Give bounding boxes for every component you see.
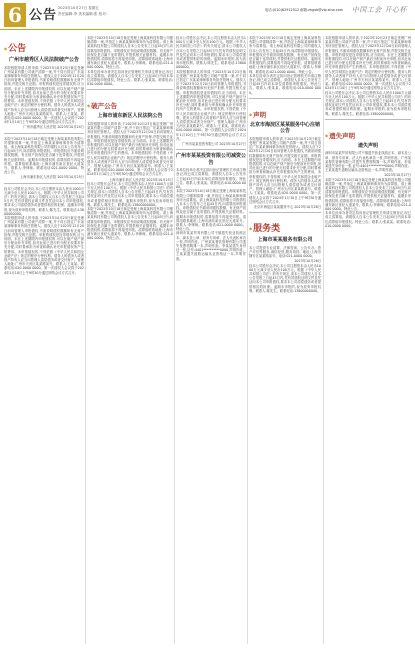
notice-body: 本院根据申请人的申请,于2023年10月23日裁定受理广州某某有限公司破产清算一案,并于同日指定广东某某律师事务所担任管理人。债权人应于2023年12月20日前向管理人申报债权,书面说明债权数额和有无财产担保,并提交相关证据。申报的债权是连带债权的,应当说明。未在上述期限内申报债权的,可以在破产财产最后分配前补充申报,但对此前已进行的分配无权要求补充分配,同时要承担为审查和确认补充申报债权所产生的费用。未申报债权的,不得依照《中华人民共和国企业破产法》规定的程序行使权利。债务人的债务人或者财产持有人应当向管理人清偿债务或者交付财产。管理人地址:广州市天河区某某路某号。联系人:王某某。联系电话:020-0000 0000。第一次债权人会议将于2024年1月10日上午9时30分通过网络会议方式召开。 (325, 36, 411, 91)
page-date: 2023年10月27日 星期五 (58, 6, 99, 10)
notice-body: 经本公司股东会决议,本公司注册资本由人民币1000万元减少至人民币100万元。根据《中华人民共和国公司法》的有关规定,请本公司债权人自本公告见报之日起45日内,凭有效债权证明文件及凭证向本公司申报债权,要求本公司清偿债务或者提供相应的担保。逾期未申报的,视为放弃申报权利。联系人:陈先生。联系电话:13800000000。 (325, 90, 411, 116)
notice-body: 本公司提供专业清算、法律咨询、公告代办、资产评估等服务,诚信经营,服务周到。地址:上海市静安区某某路某号。电话:021-0000 0000。 (249, 245, 321, 259)
notice-body: 本单位经举办者决定拟向登记管理机关申请注销登记,现已成立清算组。请债权人自本公告发布之日起45日内向本单位清算组申报债权。特此公告。联系人:张某某。联系电话:010-0000 0000。 (325, 211, 411, 228)
notice-title: 上海市浦东新区人民法院公告 (97, 113, 163, 120)
notice-signature: 广州市某某投资有限公司 2023年10月27日 (182, 142, 246, 147)
notice-body: 本院于2023年10月18日裁定受理上海某某科技有限公司强制清算一案,并指定上海某某律师事务所为清算组。请上海某某科技有限公司的债权人自本公告发布之日起45日内,向清算组申报债权。申报债权应书面说明债权数额、有无财产担保及是否属于连带债权,并提供相关证据材料。逾期未申报债权的,清算组将不再接受申报。清算组联系地址:上海市浦东新区世纪大道某号。联系人:李律师。联系电话:021-0000 0000。特此公告。 (176, 189, 246, 232)
notice-body: 本院根据申请人的申请,于2023年10月23日裁定受理广州某某有限公司破产清算一案,并于同日指定广东某某律师事务所担任管理人。债权人应于2023年12月20日前向管理人申报债权,书面说明债权数额和有无财产担保,并提交相关证据。申报的债权是连带债权的,应当说明。未在上述期限内申报债权的,可以在破产财产最后分配前补充申报,但对此前已进行的分配无权要求补充分配,同时要承担为审查和确认补充申报债权所产生的费用。未申报债权的,不得依照《中华人民共和国企业破产法》规定的程序行使权利。债务人的债务人或者财产持有人应当向管理人清偿债务或者交付财产。管理人地址:广州市天河区某某路某号。联系人:王某某。联系电话:020-0000 0000。第一次债权人会议将于2024年1月10日上午9时30分通过网络会议方式召开。 (4, 216, 84, 275)
notice-body: 本单位经举办者决定拟向登记管理机关申请注销登记,现已成立清算组。请债权人自本公告发布之日起45日内向本单位清算组申报债权。特此公告。联系人:张某某。联系电话:010-0000 0000。 (249, 73, 321, 95)
page-editor: 责任编辑:李 美术编辑:张 校对: (58, 12, 108, 16)
notice-body: 本院根据申请人的申请,于2023年10月23日裁定受理广州某某有限公司破产清算一案,并于同日指定广东某某律师事务所担任管理人。债权人应于2023年12月20日前向管理人申报债权,书面说明债权数额和有无财产担保,并提交相关证据。申报的债权是连带债权的,应当说明。未在上述期限内申报债权的,可以在破产财产最后分配前补充申报,但对此前已进行的分配无权要求补充分配,同时要承担为审查和确认补充申报债权所产生的费用。未申报债权的,不得依照《中华人民共和国企业破产法》规定的程序行使权利。债务人的债务人或者财产持有人应当向管理人清偿债务或者交付财产。管理人地址:广州市天河区某某路某号。联系人:王某某。联系电话:020-0000 0000。第一次债权人会议将于2024年1月10日上午9时30分通过网络会议方式召开。 (4, 65, 84, 125)
notice-body: 本院根据申请人的申请,于2023年10月23日裁定受理广州某某有限公司破产清算一案,并于同日指定广东某某律师事务所担任管理人。债权人应于2023年12月20日前向管理人申报债权,书面说明债权数额和有无财产担保,并提交相关证据。申报的债权是连带债权的,应当说明。未在上述期限内申报债权的,可以在破产财产最后分配前补充申报,但对此前已进行的分配无权要求补充分配,同时要承担为审查和确认补充申报债权所产生的费用。未申报债权的,不得依照《中华人民共和国企业破产法》规定的程序行使权利。债务人的债务人或者财产持有人应当向管理人清偿债务或者交付财产。管理人地址:广州市天河区某某路某号。联系人:王某某。联系电话:020-0000 0000。第一次债权人会议将于2024年1月10日上午9时30分通过网络会议方式召开。 (249, 136, 321, 204)
notice-signature: 北京市海淀区某某服务中心 2023年10月26日 (253, 205, 321, 210)
divider (325, 119, 411, 120)
notice-title: 遗失声明 (357, 142, 378, 149)
section-tag: ◆ 服务类 (249, 221, 280, 234)
notice-body: 本院于2023年10月18日裁定受理上海某某科技有限公司强制清算一案,并指定上海某某律师事务所为清算组。请上海某某科技有限公司的债权人自本公告发布之日起45日内,向清算组申报债权。申报债权应书面说明债权数额、有无财产担保及是否属于连带债权,并提供相关证据材料。逾期未申报债权的,清算组将不再接受申报。清算组联系地址:上海市浦东新区世纪大道某号。联系人:李律师。联系电话:021-0000 0000。特此公告。 (87, 36, 173, 70)
page-number: 6 (4, 3, 26, 27)
section-tag: ◆ 遗失声明 (325, 131, 355, 140)
column-2 (87, 36, 173, 644)
column-1 (4, 36, 84, 644)
column-divider (323, 36, 324, 644)
divider (249, 212, 321, 213)
notice-body: 本院根据申请人的申请,于2023年10月23日裁定受理广州某某有限公司破产清算一案,并于同日指定广东某某律师事务所担任管理人。债权人应于2023年12月20日前向管理人申报债权,书面说明债权数额和有无财产担保,并提交相关证据。申报的债权是连带债权的,应当说明。未在上述期限内申报债权的,可以在破产财产最后分配前补充申报,但对此前已进行的分配无权要求补充分配,同时要承担为审查和确认补充申报债权所产生的费用。未申报债权的,不得依照《中华人民共和国企业破产法》规定的程序行使权利。债务人的债务人或者财产持有人应当向管理人清偿债务或者交付财产。管理人地址:广州市天河区某某路某号。联系人:王某某。联系电话:020-0000 0000。第一次债权人会议将于2024年1月10日上午9时30分通过网络会议方式召开。 (87, 121, 173, 177)
divider (176, 149, 246, 150)
notice-body: 深圳市某某贸易有限公司不慎遗失营业执照正本、副本及公章、财务专用章、法人代表私章各一枚,声明作废。广州某某餐饮管理有限公司遗失发票领购簿一本,声明作废。李某某遗失身份证一张,证号:4401**********0000,声明作废。王某某遗失道路运输从业资格证一本,声明作废。 (325, 151, 411, 173)
notice-body: 深圳市某某贸易有限公司不慎遗失营业执照正本、副本及公章、财务专用章、法人代表私章各一枚,声明作废。广州某某餐饮管理有限公司遗失发票领购簿一本,声明作废。李某某遗失身份证一张,证号:4401**********0000,声明作废。王某某遗失道路运输从业资格证一本,声明作废。 (176, 231, 246, 261)
section-tag: ◆ 声明 (249, 110, 266, 119)
newspaper-logo: 中国工会 开心杯 (351, 6, 407, 14)
notice-title: 广州市越秀区人民法院破产公告 (8, 57, 79, 63)
notice-signature: 上海市浦东新区人民法院 2023年10月25日 (20, 175, 84, 180)
column-divider (174, 36, 175, 644)
column-5 (325, 36, 411, 644)
notice-title: 上海市某某服务有限公司 (257, 237, 313, 244)
notice-body: 经本公司股东会决议,本公司注册资本由人民币1000万元减少至人民币100万元。根据《中华人民共和国公司法》的有关规定,请本公司债权人自本公告见报之日起45日内,凭有效债权证明文件及凭证向本公司申报债权,要求本公司清偿债务或者提供相应的担保。逾期未申报的,视为放弃申报权利。联系人:陈先生。联系电话:13800000000。 (4, 186, 84, 216)
divider (4, 133, 84, 134)
page-contact: 电话:(010)62912512 邮箱:zhgsb@vip.sina.com (264, 8, 343, 12)
notice-body: 本单位经举办者决定拟向登记管理机关申请注销登记,现已成立清算组。请债权人自本公告发布之日起45日内向本单位清算组申报债权。特此公告。联系人:张某某。联系电话:010-0000 0000。 (176, 168, 246, 190)
notice-body: 本院根据申请人的申请,于2023年10月23日裁定受理广州某某有限公司破产清算一案,并于同日指定广东某某律师事务所担任管理人。债权人应于2023年12月20日前向管理人申报债权,书面说明债权数额和有无财产担保,并提交相关证据。申报的债权是连带债权的,应当说明。未在上述期限内申报债权的,可以在破产财产最后分配前补充申报,但对此前已进行的分配无权要求补充分配,同时要承担为审查和确认补充申报债权所产生的费用。未申报债权的,不得依照《中华人民共和国企业破产法》规定的程序行使权利。债务人的债务人或者财产持有人应当向管理人清偿债务或者交付财产。管理人地址:广州市天河区某某路某号。联系人:王某某。联系电话:020-0000 0000。第一次债权人会议将于2024年1月10日上午9时30分通过网络会议方式召开。 (176, 69, 246, 141)
notice-title: 广州市某某投资有限公司减资公告 (176, 153, 246, 166)
notice-body: 经本公司股东会决议,本公司注册资本由人民币1000万元减少至人民币100万元。根据《中华人民共和国公司法》的有关规定,请本公司债权人自本公告见报之日起45日内,凭有效债权证明文件及凭证向本公司申报债权,要求本公司清偿债务或者提供相应的担保。逾期未申报的,视为放弃申报权利。联系人:陈先生。联系电话:13800000000。 (249, 263, 321, 293)
notice-body: 本院于2023年10月18日裁定受理上海某某科技有限公司强制清算一案,并指定上海某某律师事务所为清算组。请上海某某科技有限公司的债权人自本公告发布之日起45日内,向清算组申报债权。申报债权应书面说明债权数额、有无财产担保及是否属于连带债权,并提供相关证据材料。逾期未申报债权的,清算组将不再接受申报。清算组联系地址:上海市浦东新区世纪大道某号。联系人:李律师。联系电话:021-0000 0000。特此公告。 (325, 177, 411, 211)
notice-body: 经本公司股东会决议,本公司注册资本由人民币1000万元减少至人民币100万元。根据《中华人民共和国公司法》的有关规定,请本公司债权人自本公告见报之日起45日内,凭有效债权证明文件及凭证向本公司申报债权,要求本公司清偿债务或者提供相应的担保。逾期未申报的,视为放弃申报权利。联系人:陈先生。联系电话:13800000000。 (176, 36, 246, 70)
notice-signature: 广州市越秀区人民法院 2023年10月24日 (23, 125, 84, 130)
masthead (0, 0, 415, 30)
column-3 (176, 36, 246, 644)
notice-body: 经本公司股东会决议,本公司注册资本由人民币1000万元减少至人民币100万元。根据《中华人民共和国公司法》的有关规定,请本公司债权人自本公告见报之日起45日内,凭有效债权证明文件及凭证向本公司申报债权,要求本公司清偿债务或者提供相应的担保。逾期未申报的,视为放弃申报权利。联系人:陈先生。联系电话:13800000000。 (87, 181, 173, 207)
page-section-title: 公告 (29, 8, 58, 23)
divider (87, 89, 173, 90)
notice-signature: 2023年10月27日 (384, 173, 411, 178)
section-tag: ◆ 破产公告 (87, 101, 117, 110)
notice-title: 北京市海淀区某某服务中心注销公告 (249, 121, 320, 135)
divider (249, 98, 321, 99)
section-tag: ◆ 公告 (4, 41, 26, 54)
notice-body: 本院于2023年10月18日裁定受理上海某某科技有限公司强制清算一案,并指定上海某某律师事务所为清算组。请上海某某科技有限公司的债权人自本公告发布之日起45日内,向清算组申报债权。申报债权应书面说明债权数额、有无财产担保及是否属于连带债权,并提供相关证据材料。逾期未申报债权的,清算组将不再接受申报。清算组联系地址:上海市浦东新区世纪大道某号。联系人:李律师。联系电话:021-0000 0000。特此公告。 (87, 207, 173, 241)
notice-body: 本单位经举办者决定拟向登记管理机关申请注销登记,现已成立清算组。请债权人自本公告发布之日起45日内向本单位清算组申报债权。特此公告。联系人:张某某。联系电话:010-0000 0000。 (87, 69, 173, 87)
notice-body: 本院于2023年10月18日裁定受理上海某某科技有限公司强制清算一案,并指定上海某某律师事务所为清算组。请上海某某科技有限公司的债权人自本公告发布之日起45日内,向清算组申报债权。申报债权应书面说明债权数额、有无财产担保及是否属于连带债权,并提供相关证据材料。逾期未申报债权的,清算组将不再接受申报。清算组联系地址:上海市浦东新区世纪大道某号。联系人:李律师。联系电话:021-0000 0000。特此公告。 (249, 36, 321, 74)
column-divider (247, 36, 248, 644)
column-4 (249, 36, 321, 644)
notice-body: 本院于2023年10月18日裁定受理上海某某科技有限公司强制清算一案,并指定上海某某律师事务所为清算组。请上海某某科技有限公司的债权人自本公告发布之日起45日内,向清算组申报债权。申报债权应书面说明债权数额、有无财产担保及是否属于连带债权,并提供相关证据材料。逾期未申报债权的,清算组将不再接受申报。清算组联系地址:上海市浦东新区世纪大道某号。联系人:李律师。联系电话:021-0000 0000。特此公告。 (4, 136, 84, 175)
column-divider (85, 36, 86, 644)
notice-signature: 2023年10月26日 (294, 259, 321, 264)
divider (4, 183, 84, 184)
notice-signature: 上海市浦东新区人民法院 2023年10月25日 (109, 177, 173, 182)
